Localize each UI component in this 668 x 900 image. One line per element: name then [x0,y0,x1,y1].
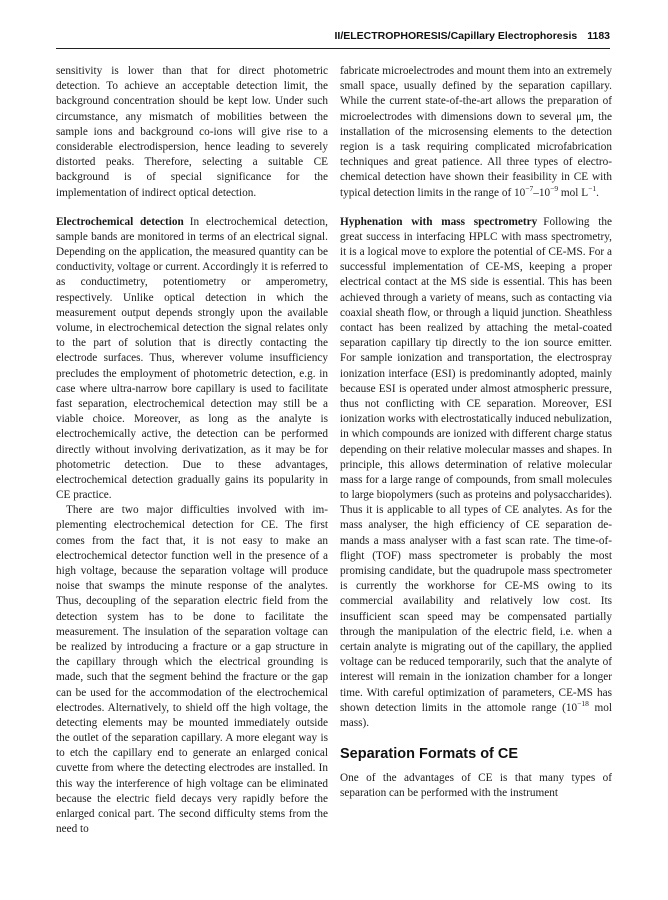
detection-range-exp-b: −9 [550,183,559,193]
left-column [56,64,328,837]
right-column [340,64,612,801]
header-rule [56,48,610,49]
detection-range-exp-c: −1 [588,183,597,193]
paragraph-electrochemical-detection [56,215,328,504]
detection-range-exp-a: −7 [525,183,534,193]
detection-range-unit: mol L [558,186,589,199]
section-heading-separation-formats: Separation Formats of CE [340,746,519,763]
attomole-limit-exp: −18 [577,698,589,708]
detection-range-dash: –10 [533,186,551,199]
paragraph-electrochemical-text: In electrochemical detection, sample bands are monitored in terms of an electrical signal. Depending on the application, the measured quantity can be conductivity, voltage or current. Accordingly it is referred to as conductimetry, potentiometry or amperometry, respectively. Unlike optical detection in which the measurement output depends strongly upon the available volume, in electrochemical detection the signal relates only to the part of solution that is directly contacting the electrode surfaces. Thus, wherever volume insufficiency precludes the employment of photometric detection, e.g. in case where ultra-narrow bore capillary is used to facilitate fast separation, electrochemical detection may still be a viable choice. Moreover, as long as the analyte is electrochemically active, the detection can be performed directly without involving derivatization, as it may be for photometric detection. Due to these advantages, electrochemical detection gradually gains its popularity in CE practice. [56,215,328,502]
attomole-limit-close: mol mass). [340,701,612,729]
running-header [56,30,610,46]
detection-range-base: 10 [514,186,526,199]
paragraph-electrochemical-difficulties: There are two major difficulties involved with implementing electrochemical detection for CE. The first comes from the fact that, it is not easy to make an electrochemical detector function well in the presence of a high voltage, because the separation voltage will produce noise that swamps the minute response of the analytes. Thus, decoupling of the separation electric field from the detection system has to be done to facilitate the measurement. The insulation of the separation voltage can be realized by introducing a fracture or a gap structure in the capillary through which the electrical grounding is made, such that the segment behind the fracture or the gap can be used for the accommodation of the electrochemical electrodes. Alternatively, to shield off the high voltage, the detecting elements may be mounted immediately outside the outlet of the separation capillary. A more elegant way is to etch the capillary end to generate an enlarged conical cuvette from where the detecting electrodes are installed. In this way the interference of high voltage can be eliminated because the electric field decays very rapidly before the enlarged conical part. The second difficulty stems from the need to [56,504,328,836]
paragraph-microelectrodes [340,64,612,201]
paragraph-mass-spectrometry-text: Following the great success in interfacing HPLC with mass spectrometry, it is a logical move to explore the potential of CE-MS. For a successful implementation of CE-MS, keeping a proper electrical contact at the MS side is essential. This has been achieved through a variety of means, such as contacting via coaxial sheath flow, or through a liquid junction. Sheathless contact has been realized by attaching the metal-coated separation capillary tip directly to the ion source emitter. For sample ionization and transportation, the electrospray ionization interface (ESI) is predominantly adopted, mainly because ESI is operated under almost atmospheric pressure, thus not conflicting with CE separation. Moreover, ESI ionization works with electrostatically induced nebulization, in which compounds are ionized with different charge status depending on their relative molecular masses and shapes. In principle, this allows determination of relative molecular mass for a large range of compounds, from small molecules to large biopolymers (such as proteins and polysaccharides). Thus it is applicable to all types of CE analytes. As for the mass analyser, the high efficiency of CE separation demands a mass analyser with a fast scan rate. The time-of-flight (TOF) mass spectrometer is probably the most promising candidate, but the quadrupole mass spectrometer is currently the workhorse for CE-MS owing to its commercial availability and relatively low cost. Its insufficient scan speed may be compensated partially through the manipulation of the electric field, i.e. when a certain analyte is migrating out of the capillary, the applied voltage can be reduced temporarily, such that the analyte of interest will remain in the ionization chamber for a longer time. With careful optimization of parameters, CE-MS has shown detection limits in the attomole range [340,215,612,714]
page-number: 1183 [587,30,610,42]
paragraph-indirect-detection: sensitivity is lower than that for direct photometric detection. To achieve an acceptable detection limit, the background concentration should be kept low. Under such circumstance, any mismatch of mobilities between the sample ions and background co-ions will give rise to a considerable electrodispersion, hence leading to severely distorted peaks. Therefore, selecting a suitable CE background is of special significance for the implementation of indirect optical detection. [56,65,328,199]
attomole-limit-open: (10 [562,701,578,714]
run-in-heading-mass-spectrometry: Hyphenation with mass spectrometry [340,215,538,228]
run-in-heading-electrochemical-detection: Electrochemical detection [56,215,184,228]
paragraph-separation-formats: One of the advantages of CE is that many types of separation can be performed with the instrument [340,772,612,800]
detection-range-end: . [596,186,599,199]
running-header-section-path: II/ELECTROPHORESIS/Capillary Electrophoresis [334,30,578,42]
paragraph-mass-spectrometry [340,215,612,731]
paragraph-microelectrodes-text: fabricate microelectrodes and mount them into an extremely small space, usually defined by the separation capillary. While the current state-of-the-art allows the preparation of microelectrodes with dimensions down to several μm, the installation of the microsensing elements to the detection region is a task requiring complicated microfabrication techniques and great patience. All three types of electrochemical detection have shown their feasibility in CE with typical detection limits in the range of [340,65,612,199]
